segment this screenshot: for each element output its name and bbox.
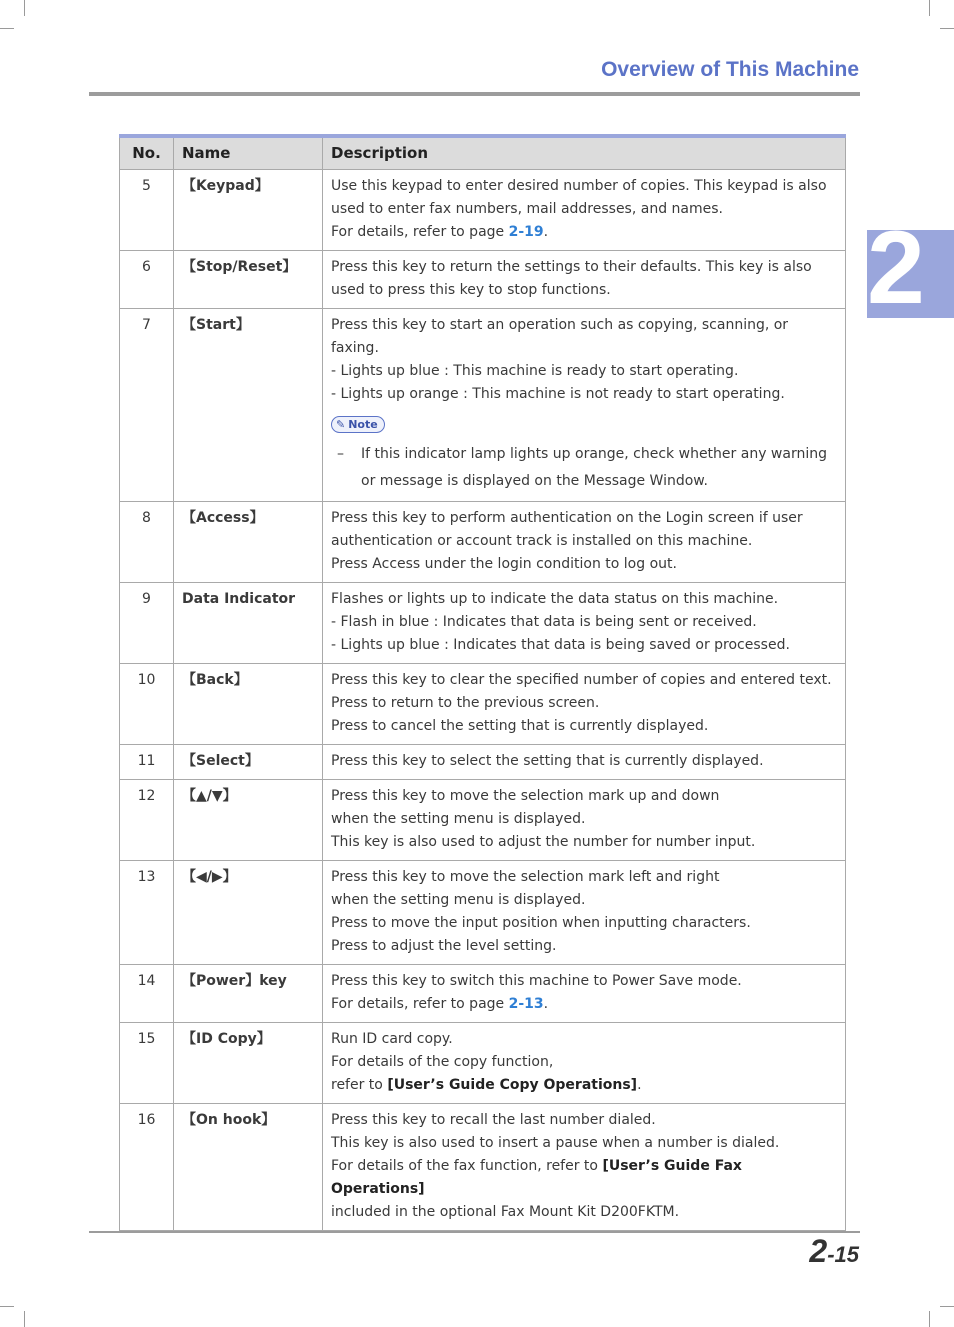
note-dash: – <box>337 446 344 462</box>
key-name: 【Select】 <box>174 745 323 780</box>
description-line <box>331 553 837 576</box>
column-header-name: Name <box>174 136 323 170</box>
column-header-no: No. <box>120 136 174 170</box>
note-text <box>331 441 837 468</box>
chapter-tab-number: 2 <box>867 230 925 318</box>
table-row <box>120 170 846 251</box>
description-text: - Lights up blue : This machine is ready to start operating. <box>331 363 739 379</box>
guide-reference: [User’s Guide Copy Operations] <box>387 1077 638 1093</box>
description-text: Press this key to recall the last number dialed. <box>331 1112 656 1128</box>
row-number: 5 <box>120 170 174 251</box>
description-text: Press this key to move the selection mark left and right <box>331 869 720 885</box>
table-row <box>120 745 846 780</box>
description-line <box>331 715 837 738</box>
description-line <box>331 1132 837 1155</box>
description-line <box>331 588 837 611</box>
description-line <box>331 507 837 530</box>
crop-mark <box>929 0 930 16</box>
chapter-tab <box>867 230 954 318</box>
note-badge <box>331 416 385 433</box>
key-description <box>323 745 846 780</box>
row-number: 12 <box>120 780 174 861</box>
row-number: 6 <box>120 251 174 309</box>
description-line <box>331 912 837 935</box>
row-number: 10 <box>120 664 174 745</box>
table-row <box>120 780 846 861</box>
description-text: Press this key to start an operation such as copying, scanning, or faxing. <box>331 317 789 356</box>
header-rule <box>89 92 860 96</box>
column-header-description: Description <box>323 136 846 170</box>
row-number: 15 <box>120 1023 174 1104</box>
note-label: Note <box>348 418 378 431</box>
description-text: This key is also used to insert a pause when a number is dialed. <box>331 1135 780 1151</box>
description-line <box>331 993 837 1016</box>
description-line <box>331 279 837 302</box>
description-line <box>331 831 837 854</box>
page-number-chapter: 2 <box>809 1233 828 1269</box>
key-description <box>323 251 846 309</box>
table-row <box>120 1023 846 1104</box>
footer-rule <box>89 1231 860 1233</box>
description-line <box>331 530 837 553</box>
table-row <box>120 502 846 583</box>
key-description-table <box>119 134 846 1231</box>
note-text <box>331 468 837 495</box>
crop-mark <box>24 0 25 16</box>
description-text: used to press this key to stop functions. <box>331 282 611 298</box>
description-text: refer to <box>331 1077 388 1093</box>
row-number: 9 <box>120 583 174 664</box>
description-line <box>331 314 837 360</box>
key-name: 【Access】 <box>174 502 323 583</box>
page-reference-link[interactable]: 2-19 <box>508 224 544 240</box>
description-line <box>331 889 837 912</box>
table-row <box>120 309 846 502</box>
key-description <box>323 502 846 583</box>
description-text: This key is also used to adjust the number for number input. <box>331 834 756 850</box>
key-description <box>323 170 846 251</box>
description-line <box>331 611 837 634</box>
description-line <box>331 1155 837 1201</box>
description-text: Press this key to move the selection mark up and down <box>331 788 720 804</box>
key-description <box>323 780 846 861</box>
key-name: 【Start】 <box>174 309 323 502</box>
description-text: Press to adjust the level setting. <box>331 938 557 954</box>
description-line <box>331 175 837 198</box>
crop-mark <box>940 28 954 29</box>
crop-mark <box>24 1311 25 1327</box>
description-text: Press Access under the login condition to log out. <box>331 556 677 572</box>
description-text: For details of the fax function, refer to <box>331 1158 603 1174</box>
description-line <box>331 1201 837 1224</box>
note-line-text: If this indicator lamp lights up orange, check whether any warning <box>361 446 827 462</box>
description-line <box>331 935 837 958</box>
description-text: Press to cancel the setting that is currently displayed. <box>331 718 709 734</box>
key-name: 【◀/▶】 <box>174 861 323 965</box>
table-header-row <box>120 136 846 170</box>
description-text: . <box>543 996 549 1012</box>
description-text: . <box>543 224 549 240</box>
key-name: 【Keypad】 <box>174 170 323 251</box>
description-text: . <box>637 1077 642 1093</box>
key-name: 【Stop/Reset】 <box>174 251 323 309</box>
row-number: 16 <box>120 1104 174 1231</box>
description-text: For details, refer to page <box>331 224 509 240</box>
description-line <box>331 221 837 244</box>
row-number: 14 <box>120 965 174 1023</box>
note-line-text: or message is displayed on the Message Window. <box>361 473 708 489</box>
description-text: Press to move the input position when inputting characters. <box>331 915 751 931</box>
description-text: Press to return to the previous screen. <box>331 695 600 711</box>
row-number: 7 <box>120 309 174 502</box>
description-text: Run ID card copy. <box>331 1031 453 1047</box>
description-line <box>331 1028 837 1051</box>
description-line <box>331 669 837 692</box>
table-row <box>120 1104 846 1231</box>
description-line <box>331 360 837 383</box>
crop-mark <box>0 1306 14 1307</box>
description-line <box>331 383 837 406</box>
row-number: 13 <box>120 861 174 965</box>
description-line <box>331 866 837 889</box>
description-line <box>331 1074 837 1097</box>
description-text: when the setting menu is displayed. <box>331 892 586 908</box>
description-text: Press this key to select the setting that is currently displayed. <box>331 753 764 769</box>
page-number-page: -15 <box>827 1242 859 1267</box>
table-row <box>120 251 846 309</box>
description-text: Press this key to clear the specified number of copies and entered text. <box>331 672 832 688</box>
key-description <box>323 664 846 745</box>
description-text: - Lights up blue : Indicates that data is being saved or processed. <box>331 637 790 653</box>
description-line <box>331 970 837 993</box>
key-description <box>323 861 846 965</box>
table-row <box>120 664 846 745</box>
crop-mark <box>0 28 14 29</box>
description-line <box>331 256 837 279</box>
description-line <box>331 808 837 831</box>
description-text: For details, refer to page <box>331 996 509 1012</box>
page-reference-link[interactable]: 2-13 <box>508 996 544 1012</box>
description-text: - Lights up orange : This machine is not ready to start operating. <box>331 386 785 402</box>
row-number: 11 <box>120 745 174 780</box>
key-name: Data Indicator <box>174 583 323 664</box>
key-description <box>323 1023 846 1104</box>
key-description <box>323 1104 846 1231</box>
description-line <box>331 750 837 773</box>
description-text: authentication or account track is installed on this machine. <box>331 533 753 549</box>
pencil-icon: ✎ <box>336 418 346 431</box>
crop-mark <box>940 1306 954 1307</box>
description-line <box>331 785 837 808</box>
description-text: - Flash in blue : Indicates that data is being sent or received. <box>331 614 757 630</box>
row-number: 8 <box>120 502 174 583</box>
description-text: Press this key to switch this machine to Power Save mode. <box>331 973 742 989</box>
key-name: 【Back】 <box>174 664 323 745</box>
description-line <box>331 692 837 715</box>
description-line <box>331 1109 837 1132</box>
description-text: Flashes or lights up to indicate the data status on this machine. <box>331 591 779 607</box>
description-text: Use this keypad to enter desired number of copies. This keypad is also <box>331 178 827 194</box>
description-text: Press this key to perform authentication on the Login screen if user <box>331 510 803 526</box>
key-description <box>323 965 846 1023</box>
description-text: For details of the copy function, <box>331 1054 554 1070</box>
guide-reference: [User’s Guide Fax Operations] <box>331 1158 742 1197</box>
description-text: included in the optional Fax Mount Kit D200FKTM. <box>331 1204 680 1220</box>
description-text: Press this key to return the settings to their defaults. This key is also <box>331 259 812 275</box>
table-row <box>120 583 846 664</box>
key-description <box>323 583 846 664</box>
key-description <box>323 309 846 502</box>
table-body <box>120 170 846 1231</box>
table-row <box>120 861 846 965</box>
description-line <box>331 198 837 221</box>
key-name: 【ID Copy】 <box>174 1023 323 1104</box>
description-line <box>331 634 837 657</box>
description-text: used to enter fax numbers, mail addresses, and names. <box>331 201 723 217</box>
key-name: 【On hook】 <box>174 1104 323 1231</box>
key-name: 【Power】key <box>174 965 323 1023</box>
crop-mark <box>929 1311 930 1327</box>
key-name: 【▲/▼】 <box>174 780 323 861</box>
page-header-title: Overview of This Machine <box>601 58 859 81</box>
page-number <box>809 1233 859 1270</box>
table-row <box>120 965 846 1023</box>
description-line <box>331 1051 837 1074</box>
description-text: when the setting menu is displayed. <box>331 811 586 827</box>
